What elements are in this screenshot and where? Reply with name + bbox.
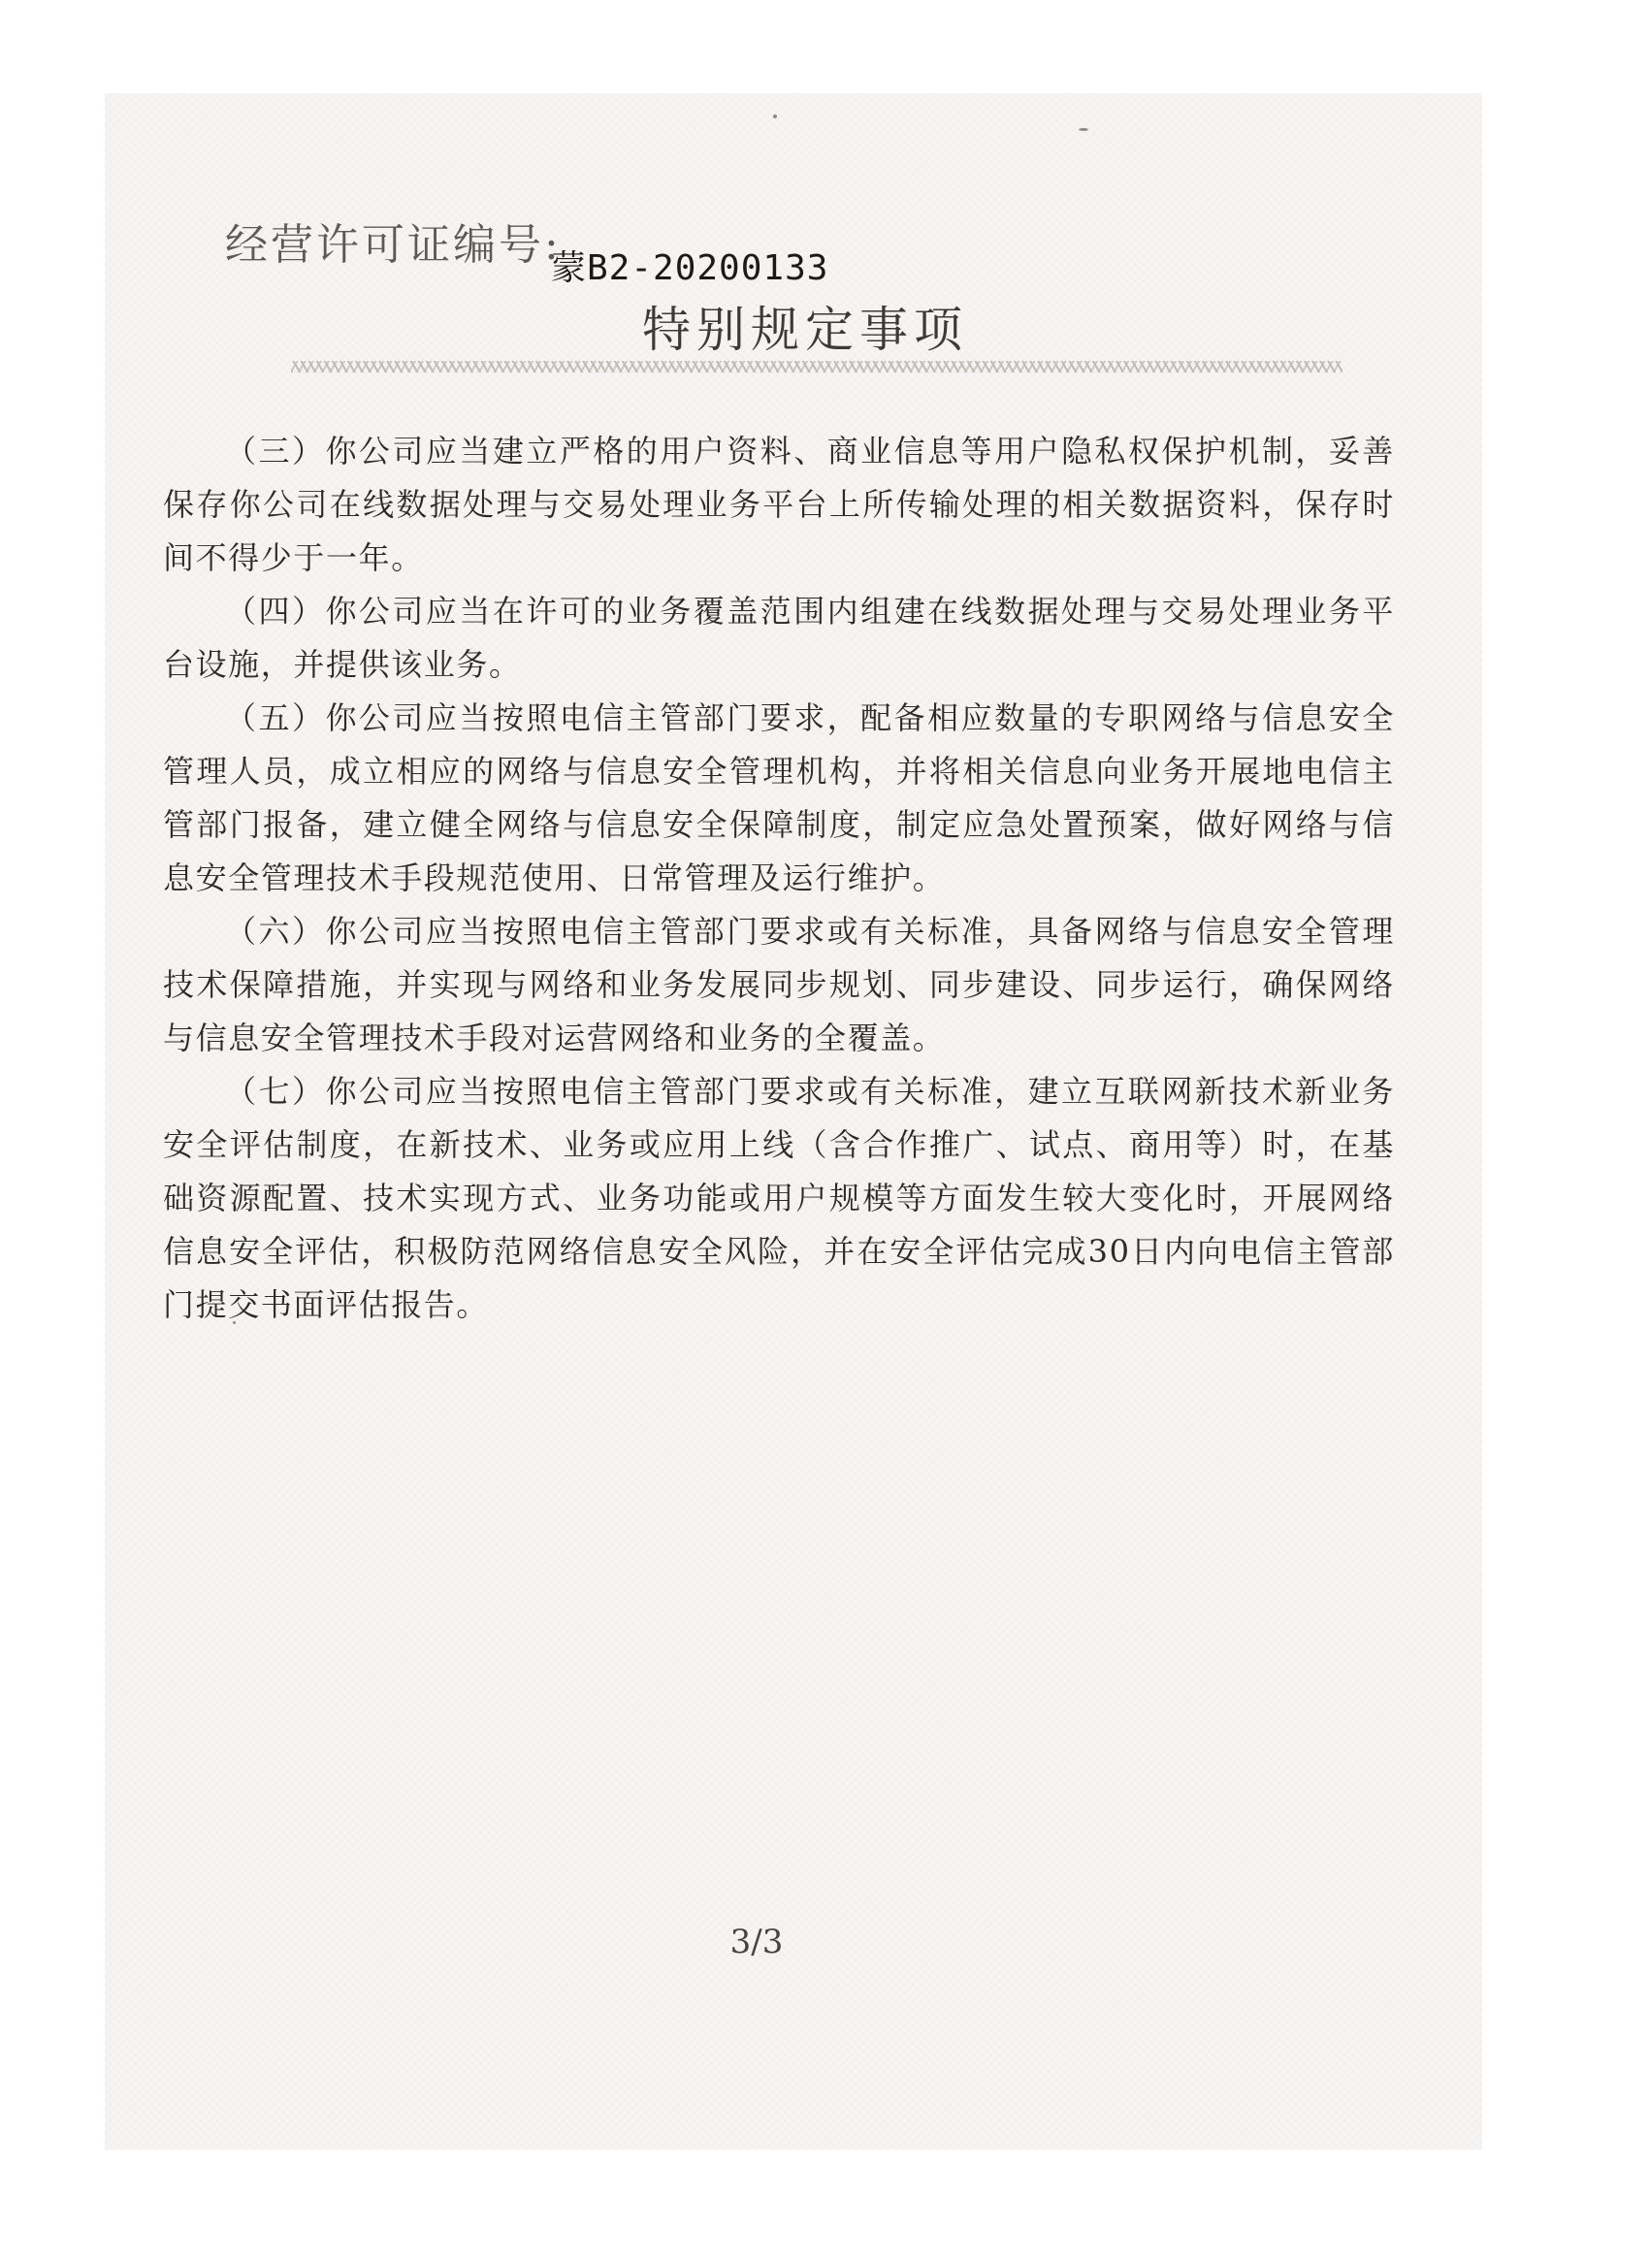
license-number: 蒙B2-20200133	[551, 248, 829, 288]
decorative-divider	[291, 361, 1342, 373]
scan-speck	[1079, 128, 1088, 131]
provision-paragraph-4: （四）你公司应当在许可的业务覆盖范围内组建在线数据处理与交易处理业务平台设施，并提供该业务。	[163, 593, 1395, 683]
provisions-body	[163, 425, 1395, 1332]
provision-paragraph-3: （三）你公司应当建立严格的用户资料、商业信息等用户隐私权保护机制，妥善保存你公司在线数据处理与交易处理业务平台上所传输处理的相关数据资料，保存时间不得少于一年。	[163, 433, 1395, 576]
provision-paragraph-7: （七）你公司应当按照电信主管部门要求或有关标准，建立互联网新技术新业务安全评估制度，在新技术、业务或应用上线（含合作推广、试点、商用等）时，在基础资源配置、技术实现方式、业务功能或用户规模等方面发生较大变化时，开展网络信息安全评估，积极防范网络信息安全风险，并在安全评估完成30日内向电信主管部门提交书面评估报告。	[163, 1073, 1395, 1323]
license-label: 经营许可证编号:	[225, 220, 562, 270]
provision-paragraph-5: （五）你公司应当按照电信主管部门要求，配备相应数量的专职网络与信息安全管理人员，成立相应的网络与信息安全管理机构，并将相关信息向业务开展地电信主管部门报备，建立健全网络与信息安全保障制度，制定应急处置预案，做好网络与信息安全管理技术手段规范使用、日常管理及运行维护。	[163, 699, 1395, 896]
page-number: 3/3	[729, 1923, 784, 1961]
scan-speck	[773, 114, 777, 118]
provision-paragraph-6: （六）你公司应当按照电信主管部门要求或有关标准，具备网络与信息安全管理技术保障措施，并实现与网络和业务发展同步规划、同步建设、同步运行，确保网络与信息安全管理技术手段对运营网络和业务的全覆盖。	[163, 913, 1395, 1056]
page-title: 特别规定事项	[642, 302, 968, 358]
